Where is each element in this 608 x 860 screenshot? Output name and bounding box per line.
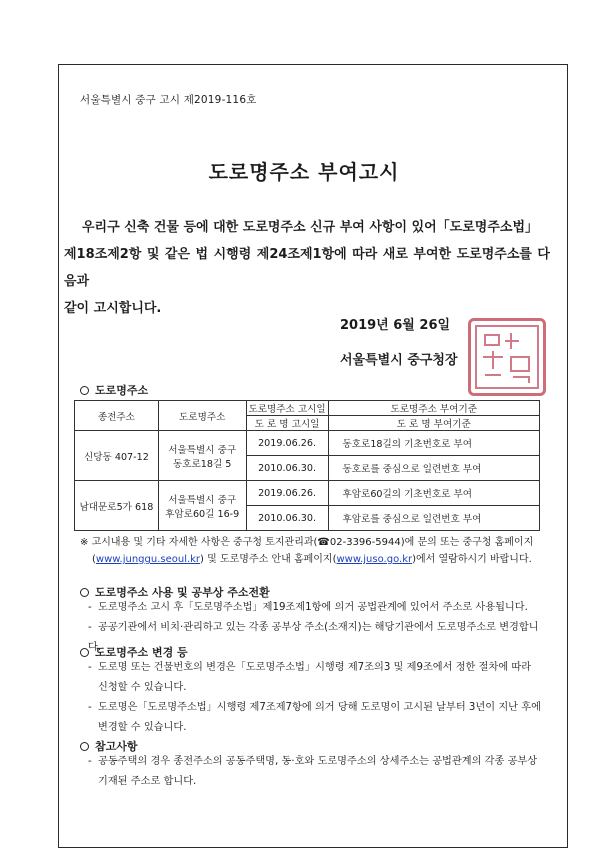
section-change-list <box>88 658 548 738</box>
section-heading-reference: 참고사항 <box>80 738 138 754</box>
cell-basis: 후암로60길의 기초번호로 부여 <box>328 481 539 506</box>
cell-road-line: 서울특별시 중구 <box>168 494 237 506</box>
table-row <box>75 431 540 456</box>
seal-graphic <box>471 321 543 393</box>
cell-date: 2019.06.26. <box>246 431 328 456</box>
intro-paragraph <box>64 214 550 322</box>
reference-note <box>80 534 550 568</box>
note-tail-text: )에서 열람하시기 바랍니다. <box>412 554 532 565</box>
list-item: - 도로명은「도로명주소법」시행령 제7조제7항에 의거 당해 도로명이 고시된 날부터 3년이 지난 후에 변경할 수 있습니다. <box>88 702 541 733</box>
note-mark: ※ <box>80 537 89 548</box>
list-item: - 공공기관에서 비치·관리하고 있는 각종 공부상 주소(소재지)는 해당기관에서 도로명주소로 변경합니다. <box>88 622 539 653</box>
page-title: 도로명주소 부여고시 <box>208 160 400 184</box>
notice-date: 2019년 6월 26일 <box>340 318 451 333</box>
cell-road-line: 서울특별시 중구 <box>168 444 237 456</box>
header-notice-date-sub: 도 로 명 고시일 <box>246 416 328 431</box>
juso-homepage-link[interactable]: www.juso.go.kr <box>336 554 413 565</box>
header-basis: 도로명주소 부여기준 <box>328 401 539 416</box>
cell-date: 2019.06.26. <box>246 481 328 506</box>
section-heading-usage: 도로명주소 사용 및 공부상 주소전환 <box>80 584 270 600</box>
intro-line: 제18조제2항 및 같은 법 시행령 제24조제1항에 따라 새로 부여한 도로명주소를 다음과 <box>64 247 550 289</box>
issuer-name: 서울특별시 중구청장 <box>340 353 458 368</box>
section-reference-list <box>88 752 548 792</box>
cell-jibun: 신당동 407-12 <box>75 431 159 481</box>
header-road: 도로명주소 <box>158 401 246 431</box>
intro-line: 우리구 신축 건물 등에 대한 도로명주소 신규 부여 사항이 있어「도로명주소법」 <box>82 220 539 235</box>
list-item: - 공동주택의 경우 종전주소의 공동주택명, 동·호와 도로명주소의 상세주소는 공법관계의 각종 공부상 기재된 주소로 합니다. <box>88 756 538 787</box>
intro-line: 같이 고시합니다. <box>64 301 162 316</box>
circle-bullet-icon <box>80 648 89 657</box>
official-seal <box>468 318 546 396</box>
circle-bullet-icon <box>80 588 89 597</box>
note-text: 고시내용 및 기타 자세한 사항은 중구청 토지관리과(☎02-3396-5944)에 문의 또는 중구청 홈페이지 <box>91 537 534 548</box>
table-row <box>75 481 540 506</box>
cell-basis: 후암로를 중심으로 일련번호 부여 <box>328 506 539 531</box>
note-mid-text: ) 및 도로명주소 안내 홈페이지( <box>200 554 337 565</box>
header-jibun: 종전주소 <box>75 401 159 431</box>
notice-number: 서울특별시 중구 고시 제2019-116호 <box>80 94 257 106</box>
cell-road <box>158 481 246 531</box>
section-heading-change: 도로명주소 변경 등 <box>80 644 188 660</box>
cell-basis: 동호로18길의 기초번호로 부여 <box>328 431 539 456</box>
circle-bullet-icon <box>80 742 89 751</box>
cell-jibun: 남대문로5가 618 <box>75 481 159 531</box>
note-continuation: (www.junggu.seoul.kr) 및 도로명주소 안내 홈페이지(www.juso.go.kr)에서 열람하시기 바랍니다. <box>92 554 532 565</box>
cell-road-line: 동호로18길 5 <box>172 458 232 470</box>
cell-date: 2010.06.30. <box>246 506 328 531</box>
cell-road <box>158 431 246 481</box>
cell-road-line: 후암로60길 16-9 <box>165 508 240 520</box>
header-basis-sub: 도 로 명 부여기준 <box>328 416 539 431</box>
circle-bullet-icon <box>80 386 89 395</box>
address-table <box>74 400 540 531</box>
list-item: - 도로명 또는 건물번호의 변경은「도로명주소법」시행령 제7조의3 및 제9조에서 정한 절차에 따라 신청할 수 있습니다. <box>88 662 532 693</box>
junggu-homepage-link[interactable]: www.junggu.seoul.kr <box>95 554 201 565</box>
list-item: - 도로명주소 고시 후「도로명주소법」제19조제1항에 의거 공법관계에 있어서 주소로 사용됩니다. <box>88 602 528 613</box>
cell-basis: 동호로를 중심으로 일련번호 부여 <box>328 456 539 481</box>
section-heading-road-address: 도로명주소 <box>80 382 148 398</box>
header-notice-date: 도로명주소 고시일 <box>246 401 328 416</box>
cell-date: 2010.06.30. <box>246 456 328 481</box>
